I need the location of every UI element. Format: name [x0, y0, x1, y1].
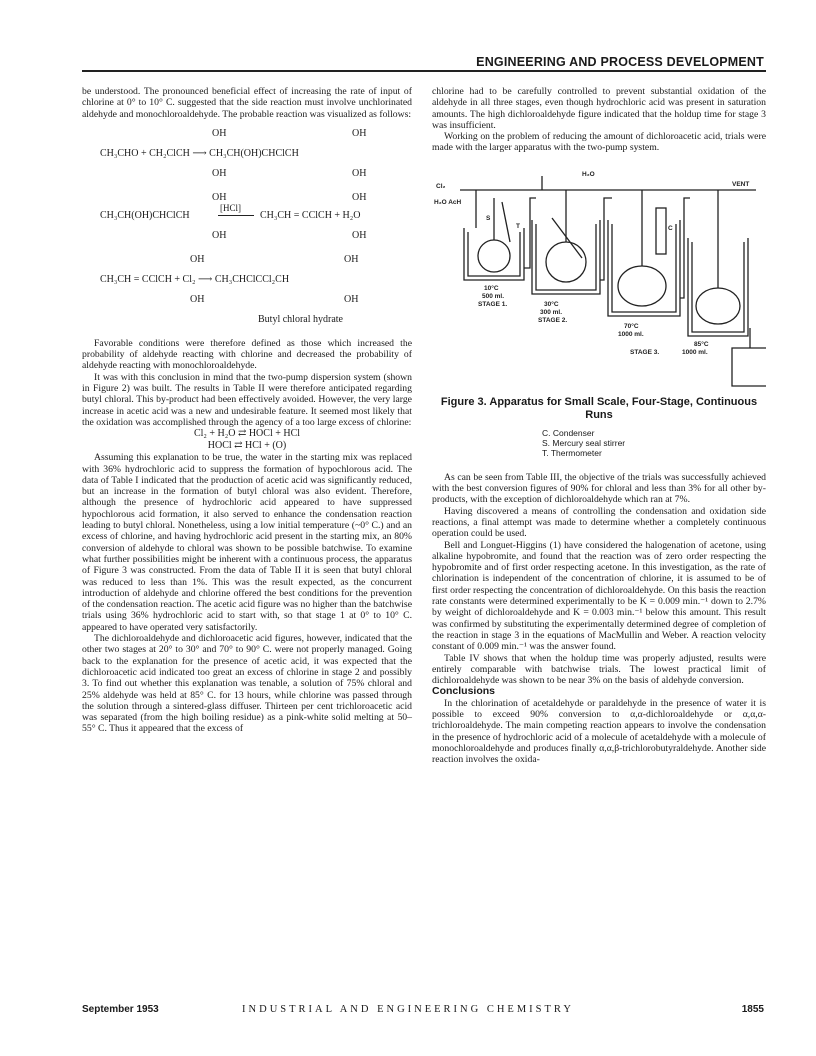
- right-para-6: Table IV shows that when the holdup time was properly adjusted, results were entirely comparable with batchwise trials. The lowest practical limit of dichloroaldehyde was shown to be near 3% on the basis of aldehyde conversion.: [432, 652, 766, 687]
- right-para-4: Having discovered a means of controlling the condensation and oxidation side reactions, a final attempt was made to determine whether a completely continuous operation could be used.: [432, 505, 766, 540]
- r1-oh-d: OH: [352, 167, 367, 179]
- r2-oh-d: OH: [352, 229, 367, 241]
- figure-caption: Figure 3. Apparatus for Small Scale, Four-Stage, Continuous Runs: [440, 395, 758, 421]
- reaction-3: CH₃CH = CClCH + Cl₂ ⟶ CH₃CHClCCl₂CH: [100, 273, 290, 285]
- label-s: S: [486, 214, 491, 222]
- stage4-temp: 85°C: [694, 340, 709, 348]
- footer-page-number: 1855: [741, 1004, 764, 1015]
- r2-oh-c: OH: [212, 229, 227, 241]
- stage3-name: STAGE 3.: [630, 348, 660, 356]
- conclusions-heading: Conclusions: [432, 685, 496, 698]
- stage1-temp: 10°C: [484, 284, 499, 292]
- stage4-vol: 1000 ml.: [682, 348, 708, 356]
- left-para-5: The dichloroaldehyde and dichloroacetic acid figures, however, indicated that the other two stages at 20° to 30° and 70° to 90° C. were not properly managed. Going back to the explanation for the presence of acetic acid, it was expected that the dichloroacetic acid indicated too great an excess of chlorine in stage 2 and possibly 3. To find out whether this explanation was tenable, a solution of 75% chloral and 25% aldehyde was held at 85° C. for 13 hours, while chlorine was passed through the solution through a sintered-glass diffuser. Thirteen per cent trichloroacetic acid was separated (from the high boiling residue) as a pink-white solid melting at 50–55° C. Thus it appeared that the excess of: [82, 633, 412, 735]
- r3-oh-c: OH: [190, 293, 205, 305]
- stage2-vol: 300 ml.: [540, 308, 563, 316]
- left-column: [82, 86, 412, 735]
- right-column: [432, 86, 766, 766]
- stage2-temp: 30°C: [544, 300, 559, 308]
- reaction-1: CH₃CHO + CH₂ClCH ⟶ CH₃CH(OH)CHClCH: [100, 147, 299, 159]
- r3-oh-a: OH: [190, 253, 205, 265]
- header-rule: [82, 70, 766, 72]
- left-para-2: Favorable conditions were therefore defined as those which increased the probability of aldehyde reacting with chlorine and decreased the probability of aldehyde reacting with monochloroaldehyde.: [82, 337, 412, 372]
- left-para-4: Assuming this explanation to be true, the water in the starting mix was replaced with 36% hydrochloric acid to suppress the formation of hypochlorous acid. The data of Table I indicated that the production of acetic acid was significantly reduced, but an increase in the formation of butyl chloral was also evident. Therefore, although the presence of hydrochloric acid appeared to have suppressed hypochlorous acid formation, it also served to enhance the condensation reaction leading to butyl chloral. Nonetheless, using a low initial temperature (~0° C.) and an excess of chlorine, and having hydrochloric acid present in the starting mix, an 80% conversion of aldehyde to chloral was shown to be possible batchwise. To examine what further possibilities might be inherent with a continuous process, the apparatus of Figure 3 was constructed. From the data of Table II it is seen that butyl chloral was reduced to less than 1%. This was the result expected, as the concurrent introduction of aldehyde and chlorine offered the best conditions for the prevention of the condensation reaction. The acetic acid figure was no higher than the batchwise trials using 36% hydrochloric acid to start with, so that stage 1 at 0° to 10° C. appeared to have operated very satisfactorily.: [82, 452, 412, 633]
- label-cl2: Cl₂: [436, 182, 446, 190]
- r1-oh-b: OH: [352, 127, 367, 139]
- r2-catalyst: [HCl]: [220, 202, 241, 213]
- legend-condenser: C. Condenser: [542, 427, 595, 438]
- r1-oh-a: OH: [212, 127, 227, 139]
- r2-oh-b: OH: [352, 191, 367, 203]
- legend-stirrer: S. Mercury seal stirrer: [542, 437, 626, 448]
- right-para-5: Bell and Longuet-Higgins (1) have considered the halogenation of acetone, using alkaline hypobromite, and found that the reaction was of zero order respecting the hypobromite and of first order respecting acetone. In this investigation, as the rate of chlorination is independent of the concentration of chlorine, it is assumed to be of first order respecting the concentration of dichloroaldehyde. On this basis the reaction rate constants were determined experimentally to be K = 0.009 min.⁻¹ down to 2.7% by weight of dichloroaldehyde and K = 0.003 min.⁻¹ below this amount. This result was confirmed by substituting the experimentally determined degree of completion of the reaction in stage 3 in the equations of MacMullin and Weber. A reaction velocity constant of 0.009 min.⁻¹ was the answer found.: [432, 539, 766, 653]
- stage1-vol: 500 ml.: [482, 292, 505, 300]
- equation-2: HOCl ⇄ HCl + (O): [207, 440, 287, 452]
- stage2-name: STAGE 2.: [538, 316, 568, 324]
- r3-oh-d: OH: [344, 293, 359, 305]
- apparatus-diagram: [432, 168, 766, 388]
- stage3-temp: 70°C: [624, 322, 639, 330]
- left-para-1: be understood. The pronounced beneficial effect of increasing the rate of input of chlorine at 0° to 10° C. suggested that the side reaction must involve unchlorinated aldehyde and monochloroaldehyde. The probable reaction was visualized as follows:: [82, 86, 412, 120]
- right-para-7: In the chlorination of acetaldehyde or paraldehyde in the presence of water it is possible to exceed 90% conversion to α,α-dichloroaldehyde or α,α,α-trichloroaldehyde. The main competing reaction appears to involve the condensation in the presence of hydrochloric acid of a molecule of acetaldehyde with a molecule of monochloroaldehyde and produces finally α,α,β-trichlorobutyraldehyde. Another side reaction involves the oxida-: [432, 697, 766, 766]
- footer-date: September 1953: [82, 1004, 159, 1015]
- figure-3: [432, 168, 766, 388]
- figure-legend: [542, 428, 766, 458]
- r2-arrow: [218, 215, 254, 216]
- label-h2o-ach: H₂O AcH: [434, 198, 462, 206]
- equation-1: Cl₂ + H₂O ⇄ HOCl + HCl: [193, 428, 301, 440]
- footer-journal: INDUSTRIAL AND ENGINEERING CHEMISTRY: [242, 1004, 574, 1015]
- stage1-name: STAGE 1.: [478, 300, 508, 308]
- running-header: ENGINEERING AND PROCESS DEVELOPMENT: [476, 55, 764, 69]
- r3-oh-b: OH: [344, 253, 359, 265]
- product-name: Butyl chloral hydrate: [258, 313, 343, 325]
- right-para-3: As can be seen from Table III, the objective of the trials was successfully achieved with the best conversion figures of 90% for chloral and less than 3% for all other by-products, with the exception of dichloroaldehyde which ran at 7%.: [432, 471, 766, 506]
- r2-oh-a: OH: [212, 191, 227, 203]
- label-c: C: [668, 224, 673, 232]
- left-para-3: It was with this conclusion in mind that the two-pump dispersion system (shown in Figure 2) was built. The results in Table II were therefore anticipated regarding butyl chloral. This by-product had been effectively avoided. However, the very large increase in acetic acid was a new and undesirable feature. It seemed most likely that the oxidation was accomplished through the agency of a too large excess of chlorine:: [82, 371, 412, 428]
- reaction-2: CH₃CH(OH)CHClCH: [100, 209, 190, 221]
- r1-oh-c: OH: [212, 167, 227, 179]
- stage3-vol: 1000 ml.: [618, 330, 644, 338]
- right-para-1: chlorine had to be carefully controlled to prevent substantial oxidation of the aldehyde in all three stages, even though hydrochloric acid was present in saturation amounts. The high dichloroaldehyde figure indicated that the holdup time for stage 3 was insufficient.: [432, 86, 766, 131]
- label-vent: VENT: [732, 180, 750, 188]
- label-t: T: [516, 222, 520, 230]
- legend-thermometer: T. Thermometer: [542, 447, 602, 458]
- reaction-scheme: [82, 126, 412, 332]
- reaction-2-product: CH₃CH = CClCH + H₂O: [260, 209, 361, 221]
- label-h2o: H₂O: [582, 170, 595, 178]
- right-para-2: Working on the problem of reducing the amount of dichloroacetic acid, trials were made with the larger apparatus with the two-pump system.: [432, 131, 766, 154]
